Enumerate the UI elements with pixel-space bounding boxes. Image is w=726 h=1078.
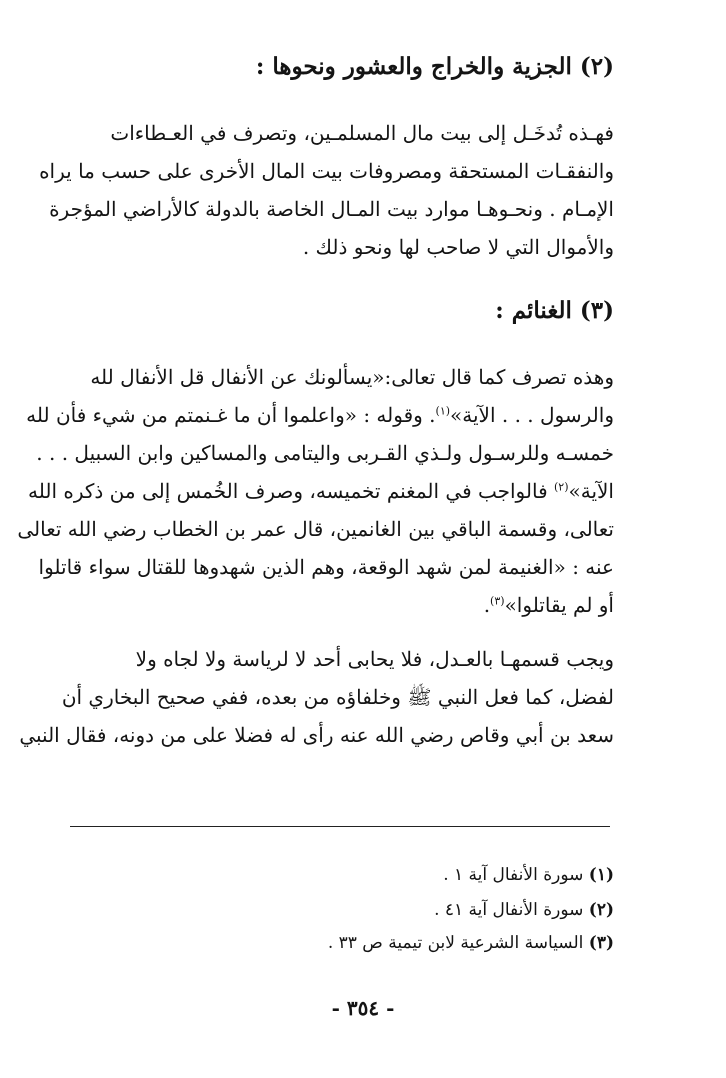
paragraph-qism (19, 640, 614, 754)
text-line: فهـذه تُدخَـل إلى بيت مال المسلمـين، وتصرف في العـطاءات (110, 121, 614, 145)
footnote-text: سورة الأنفال آية ١ . (443, 865, 584, 885)
footnote-ref-3[interactable]: (٣) (490, 594, 505, 608)
text-line: والأموال التي لا صاحب لها ونحو ذلك . (302, 235, 614, 259)
footnote-divider (70, 826, 610, 827)
footnote-item (114, 864, 614, 886)
text-line: عنه : «الغنيمة لمن شهد الوقعة، وهم الذين شهدوها للقتال سواء قاتلوا (38, 555, 614, 579)
text-line: وهذه تصرف كما قال تعالى:«يسألونك عن الأنفال قل الأنفال لله (90, 365, 614, 389)
text-line: خمسـه وللرسـول ولـذي القـربى واليتامى والمساكين وابن السبيل . . . (36, 441, 614, 465)
footnote-text: سورة الأنفال آية ٤١ . (434, 900, 584, 920)
text-segment: . (483, 593, 491, 617)
footnote-number: (١) (588, 865, 614, 885)
text-line: الإمـام . ونحـوهـا موارد بيت المـال الخاصة بالدولة كالأراضي المؤجرة (49, 197, 614, 221)
text-line (114, 586, 614, 624)
footnote-item (114, 899, 614, 921)
section-heading-ghanaim: (٣) الغنائم : (495, 297, 614, 324)
section-heading-jizya: (٢) الجزية والخراج والعشور ونحوها : (255, 53, 614, 80)
text-segment: فالواجب في المغنم تخميسه، وصرف الخُمس إلى من ذكره الله (28, 479, 554, 503)
footnote-text: السياسة الشرعية لابن تيمية ص ٣٣ . (327, 933, 584, 953)
text-segment: والرسول . . . الآية» (450, 403, 614, 427)
text-line (28, 472, 614, 510)
text-segment: الآية» (568, 479, 614, 503)
text-line: والنفقـات المستحقة ومصروفات بيت المال الأخرى على حسب ما يراه (39, 159, 614, 183)
paragraph-ghanaim (17, 358, 614, 624)
text-line: ويجب قسمهـا بالعـدل، فلا يحابى أحد لا لرياسة ولا لجاه ولا (135, 647, 614, 671)
text-line (26, 396, 614, 434)
footnote-number: (٣) (588, 933, 614, 953)
text-segment: أو لم يقاتلوا» (504, 593, 614, 617)
text-line: تعالى، وقسمة الباقي بين الغانمين، قال عمر بن الخطاب رضي الله تعالى (17, 517, 614, 541)
footnote-ref-1[interactable]: (١) (435, 404, 451, 418)
text-line: سعد بن أبي وقاص رضي الله عنه رأى له فضلا على من دونه، فقال النبي (19, 723, 614, 747)
footnote-number: (٢) (588, 900, 614, 920)
text-segment: . وقوله : «واعلموا أن ما غـنمتم من شيء فأن لله (26, 403, 436, 427)
paragraph-jizya (39, 114, 614, 266)
text-line: لفضل، كما فعل النبي ﷺ وخلفاؤه من بعده، ففي صحيح البخاري أن (61, 685, 614, 709)
footnote-ref-2[interactable]: (٢) (553, 480, 569, 494)
footnote-item (114, 932, 614, 954)
page-number: - ٣٥٤ - (331, 996, 395, 1020)
